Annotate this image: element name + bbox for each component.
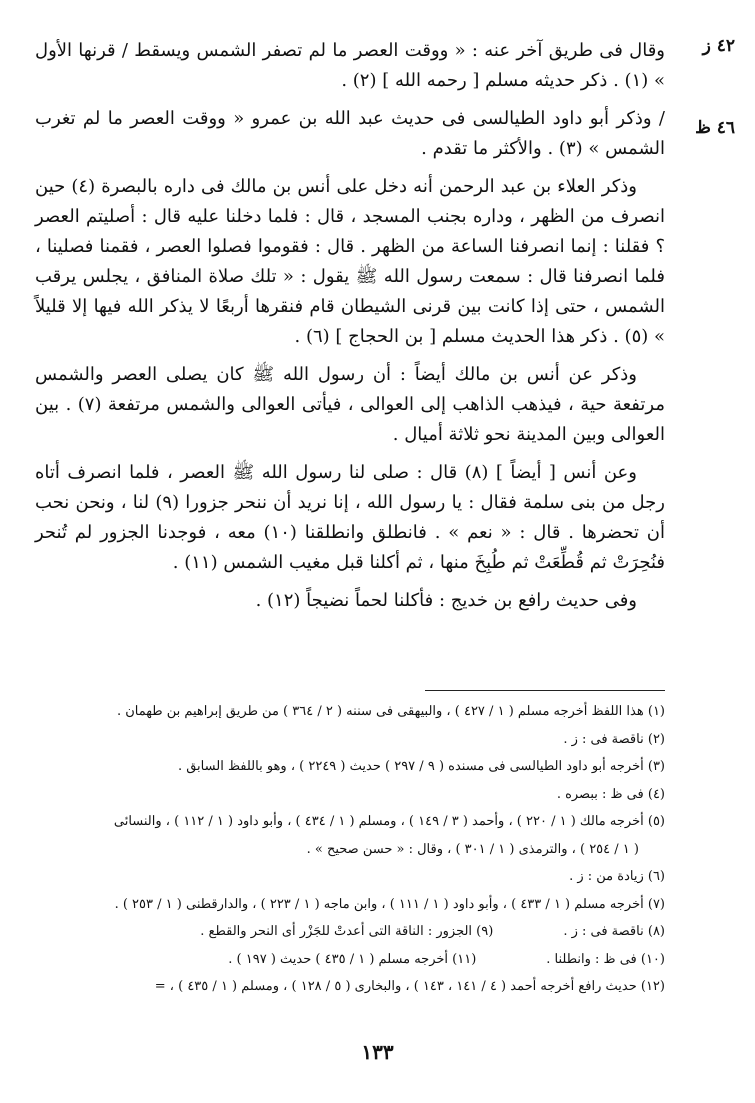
paragraph-1: وقال فى طريق آخر عنه : « ووقت العصر ما لم تصفر الشمس ويسقط / قرنها الأول » (١) . ذكر حديثه مسلم [ رحمه الله ] (٢) . — [35, 40, 665, 91]
margin-note-manuscript-z: ٤٢ ز — [702, 36, 735, 56]
footnote-5: (٥) أخرجه مالك ( ١ / ٢٢٠ ) ، وأحمد ( ٣ / ١٤٩ ) ، ومسلم ( ١ / ٤٣٤ ) ، وأبو داود ( ١ / ١١٢ ) ، والنسائى — [113, 814, 665, 829]
footnote-2: (٢) ناقصة فى : ز . — [563, 731, 665, 747]
footnote-8: (٨) ناقصة فى : ز . — [563, 924, 665, 939]
paragraph-2: / وذكر أبو داود الطيالسى فى حديث عبد الله بن عمرو « ووقت العصر ما لم تغرب الشمس » (٣) . والأكثر ما تقدم . — [35, 108, 665, 159]
paragraph-4: وذكر عن أنس بن مالك أيضاً : أن رسول الله ﷺ كان يصلى العصر والشمس مرتفعة حية ، فيذهب الذاهب إلى العوالى ، فيأتى العوالى والشمس مرتفعة (٧) . بين العوالى وبين المدينة نحو ثلاثة أميال . — [35, 364, 665, 445]
page-number: ١٣٣ — [361, 1040, 394, 1064]
footnote-divider — [425, 690, 665, 691]
paragraph-5: وعن أنس [ أيضاً ] (٨) قال : صلى لنا رسول الله ﷺ العصر ، فلما انصرف أتاه رجل من بنى سلمة فقال : يا رسول الله ، إنا نريد أن ننحر جزورا (٩) لنا ، ونحن نحب أن تحضرها . قال : « نعم » . فانطلق وانطلقنا (١٠) معه ، فوجدنا الجزور لم تُنحر فنُحِرَتْ ثم قُطِّعَتْ ثم طُبِخَ منها ، ثم أكلنا قبل مغيب الشمس (١١) . — [35, 462, 666, 573]
footnote-6: (٦) زيادة من : ز . — [569, 869, 665, 884]
footnote-9: (٩) الجزور : الناقة التى أعدتْ للجَزْر أى النحر والقطع . — [200, 924, 494, 939]
footnote-12: (١٢) حديث رافع أخرجه أحمد ( ٤ / ١٤١ ، ١٤٣ ) ، والبخارى ( ٥ / ١٢٨ ) ، ومسلم ( ١ / ٤٣٥ ) ، = — [154, 979, 665, 994]
footnote-5-continued: ( ١ / ٢٥٤ ) ، والترمذى ( ١ / ٣٠١ ) ، وقال : « حسن صحيح » . — [306, 841, 639, 857]
footnote-7: (٧) أخرجه مسلم ( ١ / ٤٣٣ ) ، وأبو داود ( ١ / ١١١ ) ، وابن ماجه ( ١ / ٢٢٣ ) ، والدارقطنى ( ١ / ٢٥٣ ) . — [114, 896, 665, 912]
margin-note-manuscript-z2: ٤٦ ظ — [695, 118, 735, 138]
footnote-4: (٤) فى ظ : ببصره . — [556, 786, 665, 802]
footnote-10: (١٠) فى ظ : وانطلنا . — [546, 951, 665, 967]
footnote-row-10-11 — [35, 946, 665, 974]
footnotes — [35, 698, 665, 1001]
paragraph-3: وذكر العلاء بن عبد الرحمن أنه دخل على أنس بن مالك فى داره بالبصرة (٤) حين انصرف من الظهر ، وداره بجنب المسجد ، قال : فلما دخلنا عليه قال : أصليتم العصر ؟ فقلنا : إنما انصرفنا الساعة من الظهر . قال : فقوموا فصلوا العصر ، فقمنا فصلينا ، فلما انصرفنا قال : سمعت رسول الله ﷺ يقول : « تلك صلاة المنافق ، يجلس يرقب الشمس ، حتى إذا كانت بين قرنى الشيطان قام فنقرها أربعًا لا يذكر الله فيها إلا قليلاً » (٥) . ذكر هذا الحديث مسلم [ بن الحجاج ] (٦) . — [35, 176, 665, 347]
footnote-1: (١) هذا اللفظ أخرجه مسلم ( ١ / ٤٢٧ ) ، والبيهقى فى سننه ( ٢ / ٣٦٤ ) من طريق إبراهيم بن طهمان . — [116, 704, 665, 719]
footnote-3: (٣) أخرجه أبو داود الطيالسى فى مسنده ( ٩ / ٢٩٧ ) حديث ( ٢٢٤٩ ) ، وهو باللفظ السابق . — [177, 759, 665, 774]
footnote-row-8-9 — [35, 918, 665, 946]
main-text — [35, 36, 665, 624]
footnote-11: (١١) أخرجه مسلم ( ١ / ٤٣٥ ) حديث ( ١٩٧ ) . — [228, 951, 477, 967]
paragraph-6: وفى حديث رافع بن خديج : فأكلنا لحماً نضيجاً (١٢) . — [255, 590, 637, 611]
